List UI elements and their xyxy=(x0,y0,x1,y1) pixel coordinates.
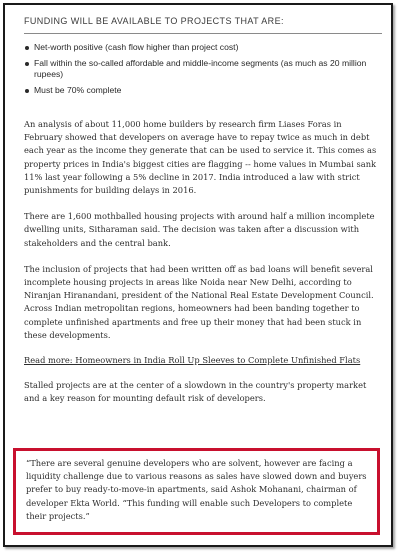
bullet-icon xyxy=(25,62,29,66)
article-paragraph: An analysis of about 11,000 home builders by research firm Liases Foras in February showed that developers on average have to repay twice as much in debt each year as the income they generate that can be used to service it. This comes as property prices in India's biggest cities are flagging -- home values in Mumbai sank 11% last year following a 5% decline in 2017. India introduced a law with strict punishments for building delays in 2016. xyxy=(24,119,377,196)
funding-criteria-list xyxy=(24,42,382,96)
list-item-text: Fall within the so-called affordable and middle-income segments (as much as 20 million rupees) xyxy=(34,57,367,79)
list-item-text: Net-worth positive (cash flow higher than project cost) xyxy=(34,42,239,52)
read-more-link[interactable]: Read more: Homeowners in India Roll Up Sleeves to Complete Unfinished Flats xyxy=(24,355,361,366)
article-frame xyxy=(3,3,393,547)
article-paragraph: Stalled projects are at the center of a slowdown in the country's property market and a key reason for mounting default risk of developers. xyxy=(24,380,367,404)
list-item xyxy=(24,85,382,97)
bullet-icon xyxy=(25,46,29,50)
list-item xyxy=(24,42,382,54)
heading-divider xyxy=(24,33,382,34)
list-item-text: Must be 70% complete xyxy=(34,84,122,95)
highlighted-quote-box xyxy=(13,448,380,535)
quote-text: “There are several genuine developers who are solvent, however are facing a liquidity challenge due to various reasons as sales have slowed down and buyers prefer to buy ready-to-move-in apartments, said Ashok Mohanani, chairman of developer Ekta World. “This funding will enable such Developers to complete their projects.” xyxy=(26,458,367,521)
article-paragraph: The inclusion of projects that had been written off as bad loans will benefit several incomplete housing projects in areas like Noida near New Delhi, according to Niranjan Hiranandani, president of the National Real Estate Development Council. Across Indian metropolitan regions, homeowners had been banding together to complete unfinished apartments and free up their money that had been stuck in these developments. xyxy=(24,263,374,340)
article-content xyxy=(24,15,382,406)
read-more-paragraph xyxy=(24,354,382,367)
article-paragraph: There are 1,600 mothballed housing projects with around half a million incomplete dwelling units, Sitharaman said. The decision was taken after a discussion with stakeholders and the central bank. xyxy=(24,211,375,248)
bullet-icon xyxy=(25,89,29,93)
funding-box-heading: FUNDING WILL BE AVAILABLE TO PROJECTS THAT ARE: xyxy=(24,16,284,26)
list-item xyxy=(24,58,382,81)
